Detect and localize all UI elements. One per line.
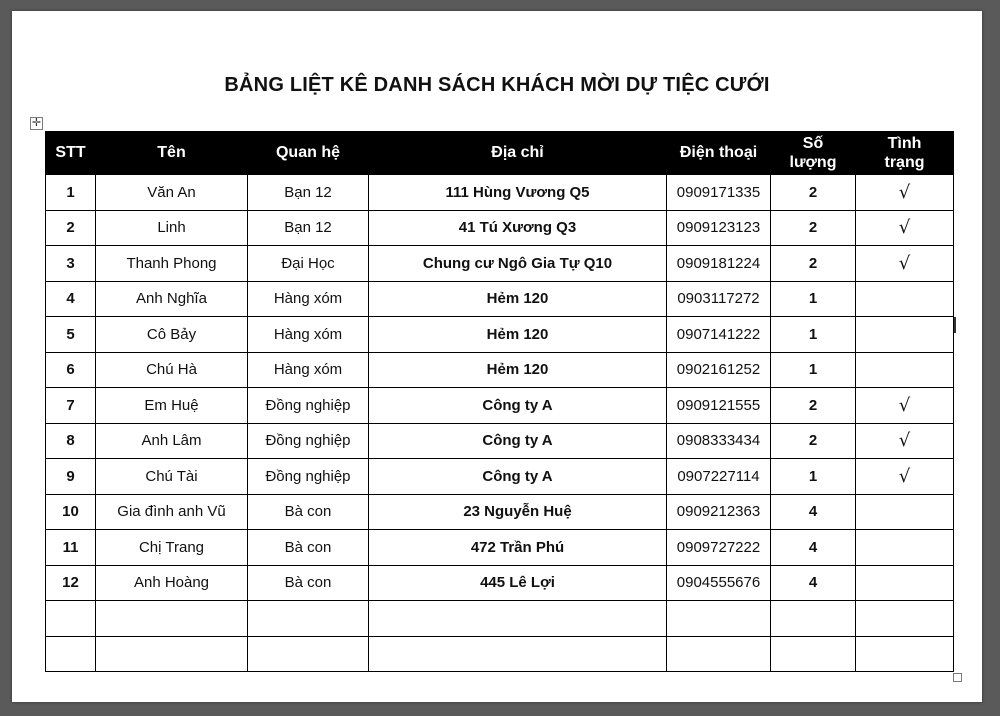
table-body xyxy=(46,175,954,672)
cell-stt[interactable] xyxy=(46,636,96,672)
table-row xyxy=(46,601,954,637)
cell-status-check[interactable] xyxy=(856,601,954,637)
cell-name[interactable] xyxy=(96,636,248,672)
cell-phone[interactable]: 0903117272 xyxy=(667,281,771,317)
cell-relation[interactable] xyxy=(248,601,369,637)
cell-phone[interactable]: 0907141222 xyxy=(667,317,771,353)
cell-stt[interactable]: 3 xyxy=(46,246,96,282)
cell-quantity[interactable]: 4 xyxy=(771,530,856,566)
header-quantity-line2: lượng xyxy=(789,154,837,171)
cell-phone[interactable] xyxy=(667,636,771,672)
cell-status-check[interactable] xyxy=(856,317,954,353)
cell-stt[interactable]: 2 xyxy=(46,210,96,246)
cell-relation[interactable]: Bạn 12 xyxy=(248,210,369,246)
cell-phone[interactable]: 0909212363 xyxy=(667,494,771,530)
cell-address[interactable]: 111 Hùng Vương Q5 xyxy=(369,175,667,211)
cell-name[interactable]: Anh Nghĩa xyxy=(96,281,248,317)
cell-status-check[interactable]: √ xyxy=(856,423,954,459)
cell-stt[interactable]: 1 xyxy=(46,175,96,211)
header-quantity xyxy=(771,132,856,175)
cell-relation[interactable]: Đồng nghiệp xyxy=(248,459,369,495)
cell-quantity[interactable]: 1 xyxy=(771,352,856,388)
cell-stt[interactable]: 4 xyxy=(46,281,96,317)
cell-name[interactable]: Anh Lâm xyxy=(96,423,248,459)
cell-name[interactable]: Anh Hoàng xyxy=(96,565,248,601)
cell-address[interactable]: Công ty A xyxy=(369,459,667,495)
cell-address[interactable]: Hẻm 120 xyxy=(369,317,667,353)
cell-quantity[interactable]: 4 xyxy=(771,494,856,530)
cell-address[interactable] xyxy=(369,636,667,672)
cell-phone[interactable]: 0909727222 xyxy=(667,530,771,566)
cell-stt[interactable]: 7 xyxy=(46,388,96,424)
table-row xyxy=(46,281,954,317)
cell-relation[interactable] xyxy=(248,636,369,672)
page-title: BẢNG LIỆT KÊ DANH SÁCH KHÁCH MỜI DỰ TIỆC CƯỚI xyxy=(224,74,770,96)
cell-status-check[interactable] xyxy=(856,352,954,388)
cell-name[interactable]: Chú Hà xyxy=(96,352,248,388)
table-row xyxy=(46,317,954,353)
document-page xyxy=(12,11,982,702)
table-row xyxy=(46,175,954,211)
text-cursor xyxy=(954,317,956,333)
cell-phone[interactable] xyxy=(667,601,771,637)
cell-name[interactable]: Linh xyxy=(96,210,248,246)
cell-status-check[interactable]: √ xyxy=(856,175,954,211)
cell-address[interactable]: 41 Tú Xương Q3 xyxy=(369,210,667,246)
cell-name[interactable]: Gia đình anh Vũ xyxy=(96,494,248,530)
cell-phone[interactable]: 0909123123 xyxy=(667,210,771,246)
cell-relation[interactable]: Hàng xóm xyxy=(248,352,369,388)
cell-phone[interactable]: 0904555676 xyxy=(667,565,771,601)
cell-quantity[interactable]: 2 xyxy=(771,388,856,424)
cell-phone[interactable]: 0909171335 xyxy=(667,175,771,211)
header-stt: STT xyxy=(46,132,96,175)
table-move-handle-icon[interactable]: ✛ xyxy=(31,117,42,129)
table-row xyxy=(46,246,954,282)
cell-stt[interactable]: 9 xyxy=(46,459,96,495)
cell-relation[interactable]: Hàng xóm xyxy=(248,281,369,317)
cell-status-check[interactable]: √ xyxy=(856,388,954,424)
cell-quantity[interactable]: 2 xyxy=(771,210,856,246)
cell-status-check[interactable] xyxy=(856,565,954,601)
cell-phone[interactable]: 0909181224 xyxy=(667,246,771,282)
cell-stt[interactable]: 5 xyxy=(46,317,96,353)
cell-relation[interactable]: Bà con xyxy=(248,494,369,530)
cell-quantity[interactable] xyxy=(771,636,856,672)
cell-name[interactable]: Văn An xyxy=(96,175,248,211)
table-row xyxy=(46,210,954,246)
cell-stt[interactable]: 12 xyxy=(46,565,96,601)
cell-address[interactable]: 23 Nguyễn Huệ xyxy=(369,494,667,530)
cell-phone[interactable]: 0909121555 xyxy=(667,388,771,424)
table-row xyxy=(46,388,954,424)
cell-stt[interactable]: 10 xyxy=(46,494,96,530)
cell-name[interactable]: Cô Bảy xyxy=(96,317,248,353)
cell-stt[interactable]: 8 xyxy=(46,423,96,459)
table-row xyxy=(46,530,954,566)
cell-address[interactable]: Công ty A xyxy=(369,388,667,424)
table-header-row xyxy=(46,132,954,175)
cell-address[interactable]: 472 Trần Phú xyxy=(369,530,667,566)
cell-name[interactable]: Thanh Phong xyxy=(96,246,248,282)
cell-status-check[interactable]: √ xyxy=(856,246,954,282)
cell-address[interactable] xyxy=(369,601,667,637)
cell-status-check[interactable] xyxy=(856,494,954,530)
header-status xyxy=(856,132,954,175)
cell-quantity[interactable]: 1 xyxy=(771,281,856,317)
guest-list-table xyxy=(45,131,954,672)
table-resize-handle-icon[interactable] xyxy=(953,673,962,682)
cell-phone[interactable]: 0908333434 xyxy=(667,423,771,459)
cell-status-check[interactable] xyxy=(856,281,954,317)
cell-relation[interactable]: Bạn 12 xyxy=(248,175,369,211)
cell-status-check[interactable] xyxy=(856,530,954,566)
header-status-line2: trạng xyxy=(884,154,925,171)
table-row xyxy=(46,459,954,495)
cell-address[interactable]: Công ty A xyxy=(369,423,667,459)
cell-address[interactable]: 445 Lê Lợi xyxy=(369,565,667,601)
header-name: Tên xyxy=(96,132,248,175)
cell-quantity[interactable]: 1 xyxy=(771,459,856,495)
header-phone: Điện thoại xyxy=(667,132,771,175)
cell-name[interactable]: Chú Tài xyxy=(96,459,248,495)
cell-relation[interactable]: Bà con xyxy=(248,565,369,601)
cell-status-check[interactable] xyxy=(856,636,954,672)
cell-status-check[interactable]: √ xyxy=(856,459,954,495)
table-row xyxy=(46,352,954,388)
header-quantity-line1: Số xyxy=(802,135,824,152)
table-row xyxy=(46,565,954,601)
header-status-line1: Tình xyxy=(887,135,922,152)
cell-name[interactable]: Chị Trang xyxy=(96,530,248,566)
cell-address[interactable]: Chung cư Ngô Gia Tự Q10 xyxy=(369,246,667,282)
header-relation: Quan hệ xyxy=(248,132,369,175)
cell-quantity[interactable]: 2 xyxy=(771,246,856,282)
table-row xyxy=(46,636,954,672)
cell-stt[interactable]: 6 xyxy=(46,352,96,388)
cell-quantity[interactable] xyxy=(771,601,856,637)
cell-quantity[interactable]: 2 xyxy=(771,423,856,459)
cell-relation[interactable]: Đồng nghiệp xyxy=(248,423,369,459)
cell-status-check[interactable]: √ xyxy=(856,210,954,246)
cell-relation[interactable]: Đại Học xyxy=(248,246,369,282)
cell-quantity[interactable]: 1 xyxy=(771,317,856,353)
cell-quantity[interactable]: 4 xyxy=(771,565,856,601)
cell-name[interactable] xyxy=(96,601,248,637)
cell-stt[interactable] xyxy=(46,601,96,637)
cell-relation[interactable]: Đồng nghiệp xyxy=(248,388,369,424)
cell-phone[interactable]: 0907227114 xyxy=(667,459,771,495)
header-address: Địa chỉ xyxy=(369,132,667,175)
cell-stt[interactable]: 11 xyxy=(46,530,96,566)
table-row xyxy=(46,494,954,530)
cell-address[interactable]: Hẻm 120 xyxy=(369,352,667,388)
cell-relation[interactable]: Hàng xóm xyxy=(248,317,369,353)
cell-name[interactable]: Em Huệ xyxy=(96,388,248,424)
cell-quantity[interactable]: 2 xyxy=(771,175,856,211)
table-row xyxy=(46,423,954,459)
cell-relation[interactable]: Bà con xyxy=(248,530,369,566)
cell-phone[interactable]: 0902161252 xyxy=(667,352,771,388)
cell-address[interactable]: Hẻm 120 xyxy=(369,281,667,317)
